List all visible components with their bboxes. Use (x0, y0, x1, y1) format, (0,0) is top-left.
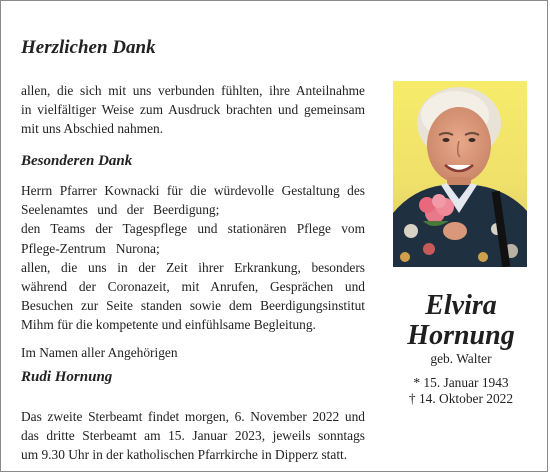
notice-heading: Herzlichen Dank (21, 37, 156, 58)
intro-paragraph (21, 81, 365, 139)
signer-name: Rudi Hornung (21, 369, 113, 385)
special-line: den Teams der Tagespflege und stationären Pflege vom (21, 221, 365, 237)
closing-line: Im Namen aller Angehörigen (21, 345, 178, 360)
death-date: † 14. Oktober 2022 (408, 391, 514, 406)
special-line: Seelenamtes und der Beerdigung; (21, 202, 220, 218)
special-thanks-heading: Besonderen Dank (21, 153, 133, 169)
special-line: Mihm für die kompetente und einfühlsame Begleitung. (21, 317, 316, 333)
deceased-last-name: Hornung (407, 320, 515, 351)
service-line: um 9.30 Uhr in der katholischen Pfarrkirche in Dipperz statt. (21, 447, 348, 463)
deceased-first-name: Elvira (425, 290, 497, 321)
special-line: während der Coronazeit, mit Anrufen, Gesprächen und (21, 279, 365, 295)
service-line: Das zweite Sterbeamt findet morgen, 6. November 2022 und (21, 409, 365, 424)
special-line: Pflege-Zentrum Nurona; (21, 240, 160, 256)
intro-line: mit uns Abschied nahmen. (21, 121, 164, 137)
special-line: Besuchen zur Seite standen sowie dem Beerdigungsinstitut (21, 298, 365, 314)
special-thanks-paragraph (21, 181, 365, 335)
intro-line: allen, die sich mit uns verbunden fühlten, ihre Anteilnahme (21, 83, 365, 98)
service-paragraph (21, 407, 365, 465)
birth-date: * 15. Januar 1943 (413, 375, 509, 390)
service-line: das dritte Sterbeamt am 15. Januar 2023, jeweils sonntags (21, 428, 365, 444)
portrait-photo (393, 81, 527, 267)
special-line: allen, die uns in der Zeit ihrer Erkrankung, besonders (21, 259, 365, 275)
intro-line: in vielfältiger Weise zum Ausdruck brachten und gemeinsam (21, 102, 365, 118)
maiden-name: geb. Walter (430, 351, 492, 366)
special-line: Herrn Pfarrer Kownacki für die würdevolle Gestaltung des (21, 183, 365, 198)
